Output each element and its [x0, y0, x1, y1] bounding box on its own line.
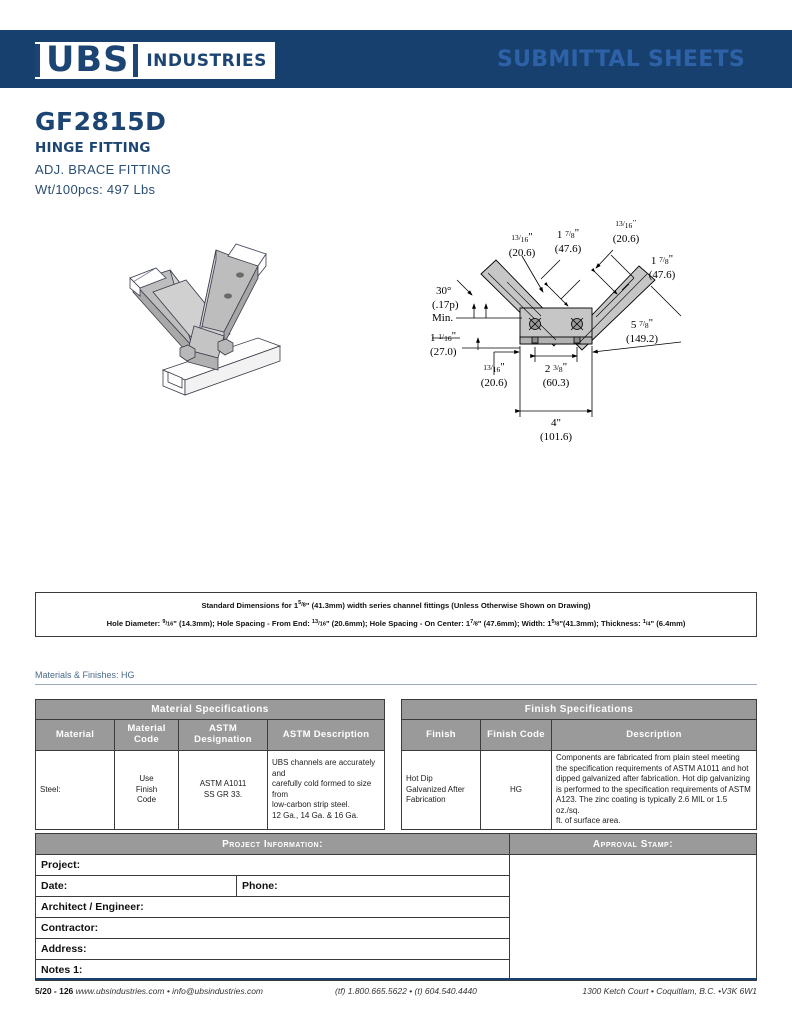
footer-divider: [35, 978, 757, 980]
spacing-end-value: " (20.6mm);: [325, 619, 368, 628]
spacing-center-value: " (47.6mm);: [477, 619, 520, 628]
material-col-header: Material: [36, 720, 115, 751]
material-value: Steel:: [36, 751, 115, 830]
dim-arm-length-imperial: 5 7/8": [630, 317, 654, 331]
address-field-label[interactable]: Address:: [36, 939, 510, 960]
astm-designation-col-header: ASTM Designation: [179, 720, 268, 751]
thickness-label: Thickness:: [600, 619, 641, 628]
product-description: ADJ. BRACE FITTING: [35, 161, 172, 177]
drawing-area: [0, 220, 792, 550]
material-code-value: Use Finish Code: [115, 751, 179, 830]
thickness-value: " (6.4mm): [650, 619, 686, 628]
finish-col-header: Finish: [402, 720, 481, 751]
materials-finishes-divider: [35, 684, 757, 685]
dim-angle-min: Min.: [432, 312, 454, 324]
dim-right-arm-metric: (47.6): [648, 269, 676, 281]
finish-value: Hot Dip Galvanized After Fabrication: [402, 751, 481, 830]
dim-angle: 30°: [436, 285, 452, 297]
spacing-center-label: Hole Spacing - On Center: 1: [369, 619, 471, 628]
dim-base-end-imperial: 13/16": [483, 361, 505, 374]
table-row: [402, 700, 757, 720]
table-row: [36, 700, 385, 720]
dim-top-right-imperial: 13/16": [615, 220, 637, 230]
architect-field-label[interactable]: Architect / Engineer:: [36, 897, 510, 918]
product-title-block: [35, 108, 171, 197]
dim-top-left-imperial: 13/16": [511, 231, 533, 244]
std-line1-num: 5: [298, 600, 302, 607]
logo-ubs-text: UBS: [46, 39, 130, 80]
dim-base-center-imperial: 2 3/8": [544, 361, 568, 375]
spacing-end-label: Hole Spacing - From End:: [216, 619, 310, 628]
dim-top-center-metric: (47.6): [554, 243, 582, 255]
table-row: [36, 751, 385, 830]
project-information-table: [35, 833, 757, 981]
dim-top-center-imperial: 1 7/8": [556, 227, 580, 241]
dim-arm-length-metric: (149.2): [625, 333, 659, 345]
company-logo: [35, 40, 275, 80]
phone-field-label[interactable]: Phone:: [237, 876, 510, 897]
table-row: [36, 720, 385, 751]
spacing-center-fraction: $^7/_8$: [470, 618, 478, 627]
footer-address: 1300 Ketch Court • Coquitlam, B.C. •V3K 6W1: [582, 986, 757, 996]
materials-finishes-label: Materials & Finishes: HG: [35, 670, 135, 680]
approval-stamp-area[interactable]: [510, 855, 757, 981]
submittal-banner-title: SUBMITTAL SHEETS: [496, 46, 746, 72]
isometric-product-drawing: [108, 230, 298, 405]
std-line1-post: " (41.3mm) width series channel fittings (Unless Otherwise Shown on Drawing): [305, 600, 591, 610]
dim-base-end-metric: (20.6): [480, 377, 508, 389]
width-value: "(41.3mm);: [559, 619, 599, 628]
finish-spec-title: Finish Specifications: [402, 700, 757, 720]
project-field-label[interactable]: Project:: [36, 855, 510, 876]
std-line1-fraction: $^5/_8$: [298, 600, 306, 609]
material-spec-title: Material Specifications: [36, 700, 385, 720]
materials-finishes-section: [35, 670, 757, 685]
dim-base-height-imperial: 1 1/16": [430, 330, 457, 344]
standard-dimensions-line2: [107, 619, 686, 628]
submittal-banner: [487, 42, 755, 76]
dim-angle-note: (.17p): [432, 299, 459, 311]
logo-box: [35, 39, 275, 80]
material-code-col-header: Material Code: [115, 720, 179, 751]
thickness-fraction: $^1/_4$: [642, 618, 651, 627]
finish-description-value: Components are fabricated from plain steel meeting the specification requirements of ASTM A1011 and hot dipped galvanized after fabrication. Hot dip galvanizing is performed to the specification requirements of ASTM A123. The zinc coating is typically 2.6 MIL or 1.5 oz./sq. ft. of surface area.: [552, 751, 757, 830]
astm-description-value: UBS channels are accurately and carefully cold formed to size from low-carbon strip steel. 12 Ga., 14 Ga. & 16 Ga.: [268, 751, 385, 830]
contractor-field-label[interactable]: Contractor:: [36, 918, 510, 939]
hole-diameter-fraction: $^9/_{16}$: [162, 618, 174, 627]
dim-base-height-metric: (27.0): [430, 346, 457, 358]
dimensioned-product-drawing: [410, 220, 780, 460]
hole-diameter-label: Hole Diameter:: [106, 619, 161, 628]
dim-base-width-metric: (101.6): [539, 431, 573, 443]
footer-web[interactable]: www.ubsindustries.com • info@ubsindustries.com: [75, 986, 264, 996]
width-label: Width: 1: [521, 619, 552, 628]
std-line1-pre: Standard Dimensions for 1: [201, 600, 299, 610]
project-information-section: [35, 833, 757, 981]
std-line1-den: 8: [302, 602, 306, 609]
table-row: [36, 834, 757, 855]
footer-revision: 5/20 - 126: [35, 986, 74, 996]
page-title: GF2815D: [35, 107, 167, 136]
page-footer: [35, 986, 757, 996]
dim-top-left-metric: (20.6): [508, 247, 536, 259]
width-fraction: $^5/_8$: [551, 618, 560, 627]
dim-base-width-imperial: 4": [551, 417, 561, 429]
dim-right-arm-imperial: 1 7/8": [650, 253, 674, 267]
notes-field-label[interactable]: Notes 1:: [36, 960, 510, 981]
standard-dimensions-line1: [201, 601, 590, 610]
finish-description-col-header: Description: [552, 720, 757, 751]
table-row: [36, 855, 757, 876]
finish-specifications-table: [401, 699, 757, 830]
footer-phones: (tf) 1.800.665.5622 • (t) 604.540.4440: [335, 986, 477, 996]
product-name: HINGE FITTING: [35, 139, 151, 156]
table-row: [402, 720, 757, 751]
date-field-label[interactable]: Date:: [36, 876, 237, 897]
dim-top-right-metric: (20.6): [612, 233, 640, 245]
finish-code-col-header: Finish Code: [481, 720, 552, 751]
standard-dimensions-box: [35, 592, 757, 637]
table-row: [402, 751, 757, 830]
finish-code-value: HG: [481, 751, 552, 830]
astm-description-col-header: ASTM Description: [268, 720, 385, 751]
dim-base-center-metric: (60.3): [542, 377, 570, 389]
project-information-title: Project Information:: [36, 834, 510, 855]
material-specifications-table: [35, 699, 385, 830]
product-weight: Wt/100pcs: 497 Lbs: [35, 181, 156, 197]
specification-tables: [35, 699, 757, 830]
approval-stamp-title: Approval Stamp:: [510, 834, 757, 855]
spacing-end-fraction: $^{13}/_{16}$: [311, 618, 326, 627]
hole-diameter-value: " (14.3mm);: [173, 619, 215, 628]
astm-designation-value: ASTM A1011 SS GR 33.: [179, 751, 268, 830]
footer-left: [35, 986, 335, 996]
logo-industries-text: INDUSTRIES: [146, 50, 267, 71]
